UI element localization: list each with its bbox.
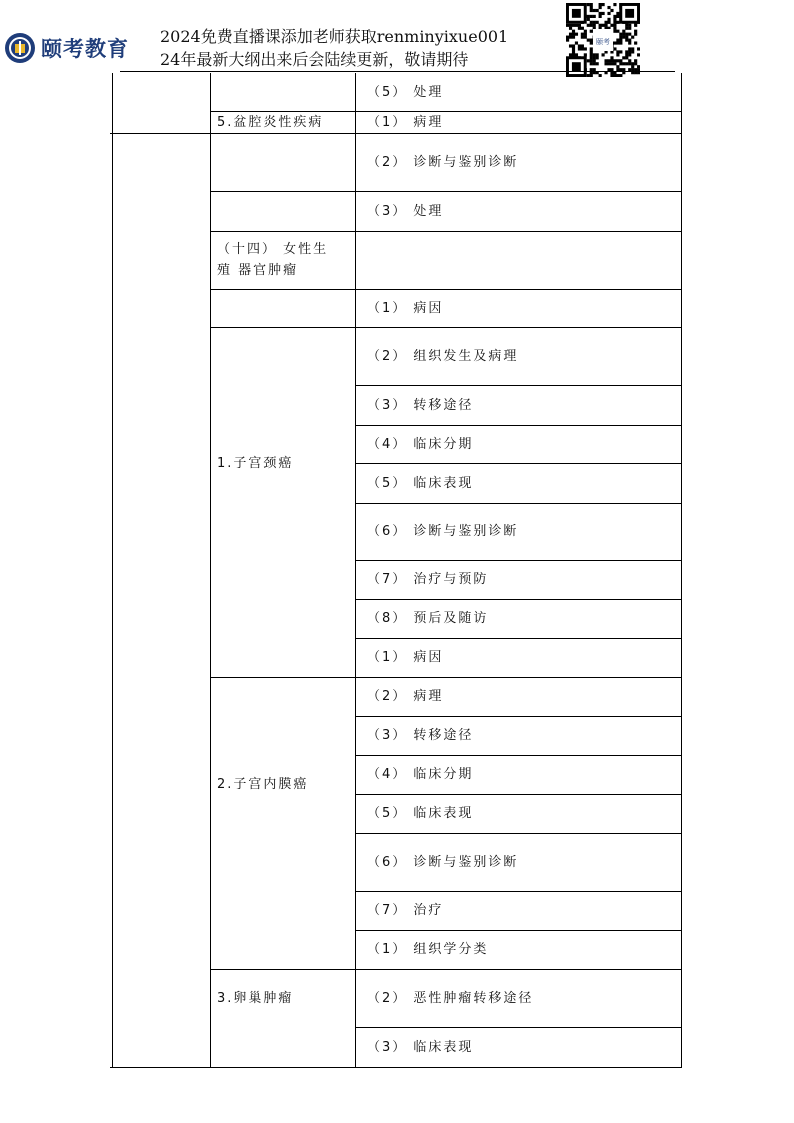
table-cell-topic: （3） 处理 [367,204,444,219]
row-line-col3 [355,289,682,290]
row-line-col2 [210,289,355,290]
row-line-col2 [210,191,355,192]
row-line-col3 [355,560,682,561]
table-column-divider-1 [210,73,211,1067]
header-rule-right [641,71,675,72]
table-cell-group-cervical-cancer: 1.子宫颈癌 [217,456,294,471]
row-line-col1 [112,133,210,134]
table-cell-topic: （2） 组织发生及病理 [367,349,519,364]
promo-line-2: 24年最新大纲出来后会陆续更新，敬请期待 [160,50,469,69]
row-line-col3 [355,833,682,834]
table-cell-topic: （3） 转移途径 [367,398,474,413]
table-cell-topic: （5） 临床表现 [367,806,474,821]
row-line-col1-stub [110,133,112,134]
header-rule [120,71,674,72]
brand-emblem-icon [4,32,36,64]
table-cell-topic: （1） 组织学分类 [367,942,489,957]
row-line-col3 [355,191,682,192]
table-cell-topic: （4） 临床分期 [367,767,474,782]
page-header [0,0,794,75]
row-line-col3 [355,969,682,970]
table-cell-topic: （2） 诊断与鉴别诊断 [367,155,519,170]
row-line-col3 [355,327,682,328]
row-line-col3 [355,231,682,232]
brand-logo [4,30,129,66]
table-cell-group-ovarian-tumor: 3.卵巢肿瘤 [217,991,294,1006]
table-cell-topic: （1） 病因 [367,301,444,316]
row-line-col3 [355,930,682,931]
row-line-col3 [355,1067,682,1068]
qr-code-icon [566,3,640,77]
row-line-col3 [355,716,682,717]
brand-name: 颐考教育 [41,37,129,61]
table-cell-topic: （5） 临床表现 [367,476,474,491]
table-cell-group-endometrial-cancer: 2.子宫内膜癌 [217,777,309,792]
row-line-col3 [355,755,682,756]
table-border-right [681,73,682,1067]
qr-center-logo: 颐考 [596,38,610,46]
row-line-col2 [210,677,355,678]
row-line-col3 [355,1027,682,1028]
row-line-col3 [355,503,682,504]
row-line-col3 [355,891,682,892]
row-line-col3 [355,111,682,112]
table-cell-subject: 5.盆腔炎性疾病 [217,115,324,130]
row-line-col2 [210,111,355,112]
table-cell-topic: （7） 治疗与预防 [367,572,489,587]
row-line-col3 [355,425,682,426]
table-cell-topic: （2） 病理 [367,689,444,704]
promo-line-1: 2024免费直播课添加老师获取renminyixue001 [160,27,509,46]
table-cell-topic: （7） 治疗 [367,903,444,918]
row-line-col3 [355,794,682,795]
table-cell-section-line2: 殖 器官肿瘤 [217,263,299,278]
row-line-col3 [355,463,682,464]
row-line-col3 [355,385,682,386]
table-cell-topic: （6） 诊断与鉴别诊断 [367,524,519,539]
row-line-col3 [355,133,682,134]
table-column-divider-2 [355,73,356,1067]
row-line-col3 [355,677,682,678]
row-line-col2 [210,1067,355,1068]
table-cell-topic: （4） 临床分期 [367,437,474,452]
table-cell-topic: （2） 恶性肿瘤转移途径 [367,991,534,1006]
row-line-col1 [112,1067,210,1068]
row-line-col2 [210,133,355,134]
row-line-col2 [210,231,355,232]
row-line-col2 [210,327,355,328]
row-line-col3 [355,638,682,639]
row-line-col1-stub [110,1067,112,1068]
table-cell-topic: （3） 转移途径 [367,728,474,743]
table-cell-topic: （8） 预后及随访 [367,611,489,626]
table-cell-topic: （1） 病因 [367,650,444,665]
table-cell-topic: （3） 临床表现 [367,1040,474,1055]
table-cell-section-line1: （十四） 女性生 [217,242,329,257]
row-line-col2 [210,969,355,970]
table-cell-topic: （1） 病理 [367,115,444,130]
table-border-left [112,73,113,1067]
table-cell-topic: （6） 诊断与鉴别诊断 [367,855,519,870]
row-line-col3 [355,599,682,600]
table-cell-topic: （5） 处理 [367,85,444,100]
